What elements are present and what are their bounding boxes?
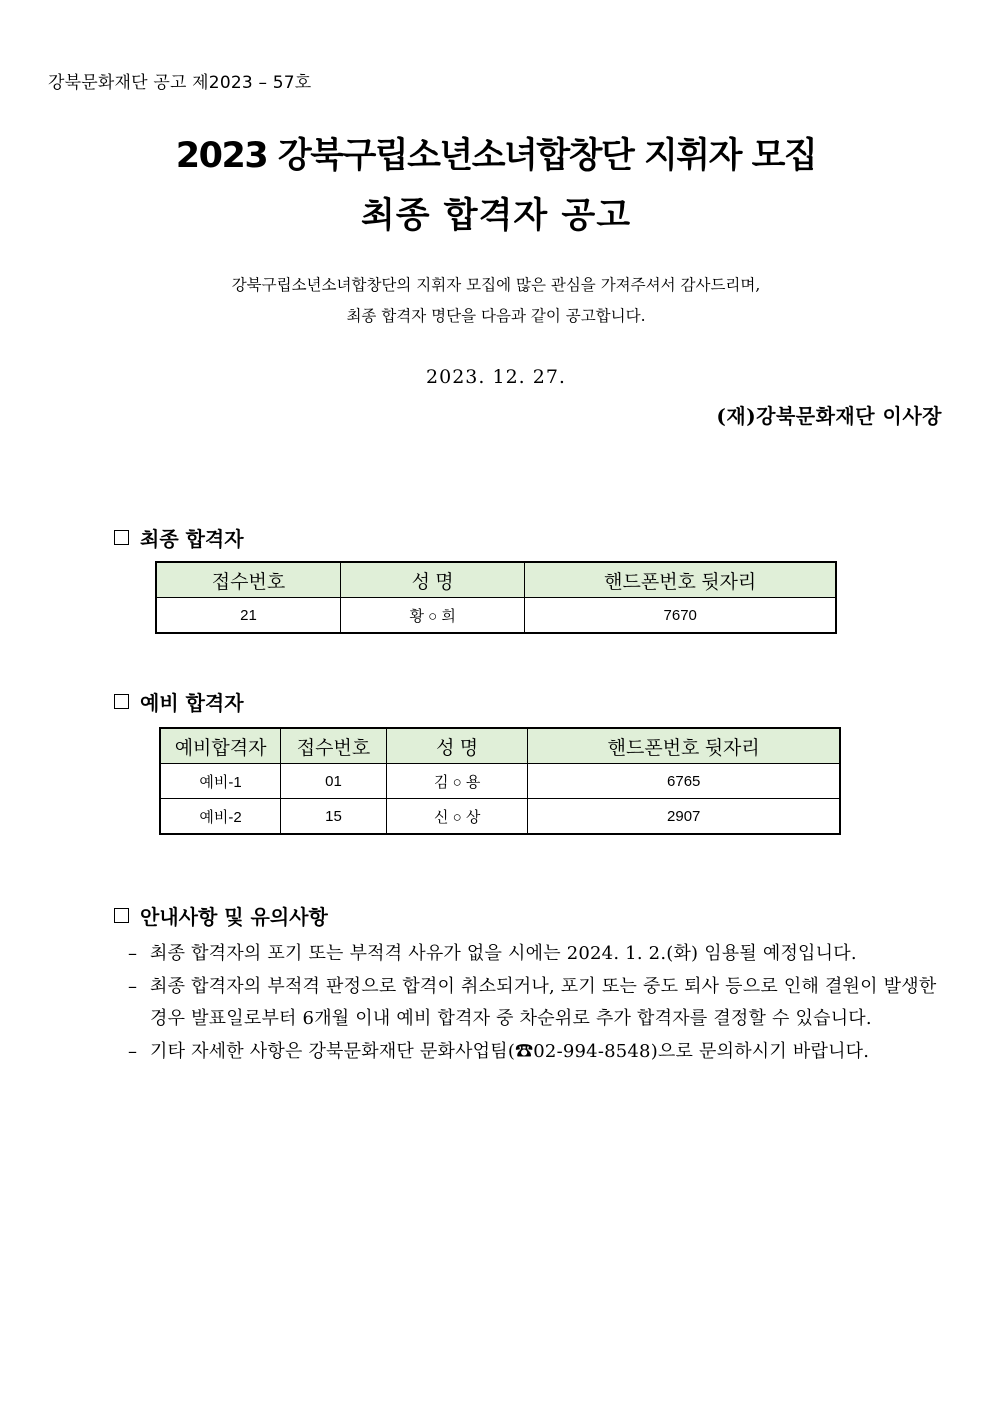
- reserve-heading: [114, 687, 244, 716]
- table-header-row: [160, 728, 840, 764]
- col-header-phone: 핸드폰번호 뒷자리: [525, 562, 836, 598]
- note-item: – 최종 합격자의 부적격 판정으로 합격이 취소되거나, 포기 또는 중도 퇴사 등으로 인해 결원이 발생한 경우 발표일로부터 6개월 이내 예비 합격자 중 차순위로 추가 합격자를 결정할 수 있습니다.: [128, 971, 958, 1036]
- cell-rank: 예비-1: [160, 764, 281, 799]
- page-subtitle: 최종 합격자 공고: [360, 196, 632, 236]
- checkbox-icon: [114, 530, 129, 545]
- table-row: [160, 799, 840, 835]
- col-header-no: 접수번호: [281, 728, 387, 764]
- notice-number: 강북문화재단 공고 제2023 – 57호: [48, 73, 312, 93]
- cell-phone: 6765: [528, 764, 840, 799]
- reserve-table: [159, 727, 841, 835]
- cell-phone: 2907: [528, 799, 840, 835]
- intro-line-2: 최종 합격자 명단을 다음과 같이 공고합니다.: [346, 307, 646, 325]
- note-item: – 기타 자세한 사항은 강북문화재단 문화사업팀(☎02-994-8548)으로 문의하시기 바랍니다.: [128, 1036, 958, 1069]
- note-text: 최종 합격자의 부적격 판정으로 합격이 취소되거나, 포기 또는 중도 퇴사 등으로 인해 결원이 발생한 경우 발표일로부터 6개월 이내 예비 합격자 중 차순위로 추가 합격자를 결정할 수 있습니다.: [150, 975, 937, 1029]
- final-heading-label: 최종 합격자: [140, 527, 244, 551]
- cell-name: 황 ○ 희: [340, 598, 524, 634]
- notes-heading-label: 안내사항 및 유의사항: [140, 905, 328, 929]
- announcement-date: 2023. 12. 27.: [426, 366, 566, 388]
- final-table: [155, 561, 837, 634]
- cell-no: 15: [281, 799, 387, 835]
- page-title: 2023 강북구립소년소녀합창단 지휘자 모집: [175, 136, 817, 176]
- table-header-row: [156, 562, 836, 598]
- notes-heading: [114, 901, 328, 930]
- checkbox-icon: [114, 908, 129, 923]
- reserve-heading-label: 예비 합격자: [140, 691, 244, 715]
- note-text: 최종 합격자의 포기 또는 부적격 사유가 없을 시에는 2024. 1. 2.(화) 임용될 예정입니다.: [150, 943, 857, 964]
- note-text: 기타 자세한 사항은 강북문화재단 문화사업팀(☎02-994-8548)으로 문의하시기 바랍니다.: [150, 1040, 870, 1062]
- notes-list: [128, 938, 958, 1068]
- cell-phone: 7670: [525, 598, 836, 634]
- signer: (재)강북문화재단 이사장: [716, 404, 942, 428]
- cell-name: 김 ○ 용: [386, 764, 528, 799]
- cell-rank: 예비-2: [160, 799, 281, 835]
- intro-line-1: 강북구립소년소녀합창단의 지휘자 모집에 많은 관심을 가져주셔서 감사드리며,: [231, 276, 761, 294]
- cell-no: 01: [281, 764, 387, 799]
- final-heading: [114, 523, 244, 552]
- checkbox-icon: [114, 694, 129, 709]
- table-row: [160, 764, 840, 799]
- col-header-name: 성 명: [340, 562, 524, 598]
- note-item: – 최종 합격자의 포기 또는 부적격 사유가 없을 시에는 2024. 1. 2.(화) 임용될 예정입니다.: [128, 938, 958, 971]
- table-row: [156, 598, 836, 634]
- cell-no: 21: [156, 598, 340, 634]
- col-header-rank: 예비합격자: [160, 728, 281, 764]
- col-header-name: 성 명: [386, 728, 528, 764]
- col-header-phone: 핸드폰번호 뒷자리: [528, 728, 840, 764]
- cell-name: 신 ○ 상: [386, 799, 528, 835]
- col-header-no: 접수번호: [156, 562, 340, 598]
